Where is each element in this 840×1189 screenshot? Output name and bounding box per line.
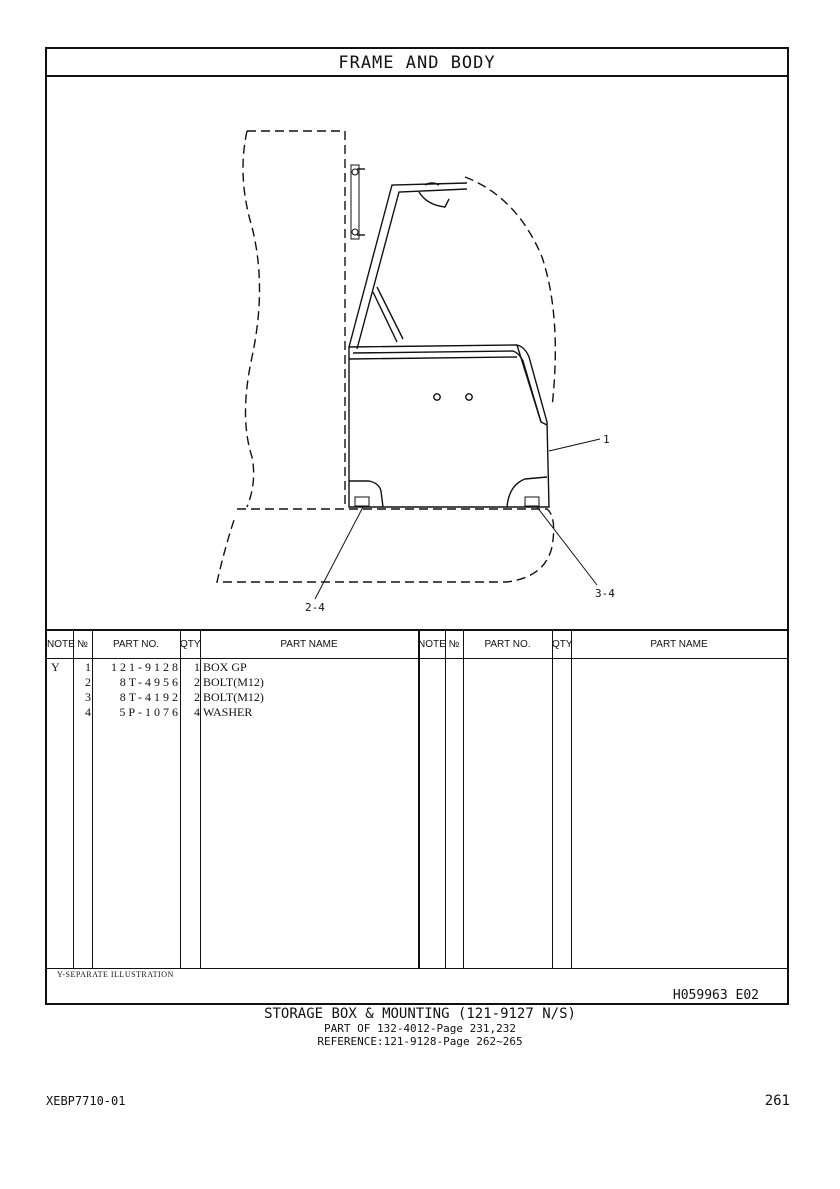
header-no-right: № — [448, 639, 460, 650]
callout-2-4: 2-4 — [305, 601, 325, 614]
page-number: 261 — [764, 1093, 790, 1109]
page-frame — [45, 47, 789, 1005]
row-qty: 1 — [194, 660, 200, 674]
callout-3-4: 3-4 — [595, 587, 615, 600]
footnote: Y-SEPARATE ILLUSTRATION — [57, 970, 174, 979]
header-part-name: PART NAME — [280, 639, 338, 650]
storage-box-illustration — [47, 77, 787, 629]
illustration-code: H059963 E02 — [672, 988, 759, 1003]
row-qty: 4 — [194, 705, 200, 719]
row-no: 2 — [85, 675, 91, 689]
header-note-right: NOTE — [418, 639, 446, 650]
row-part-no: 8T-4192 — [119, 690, 181, 704]
header-part-no: PART NO. — [112, 639, 160, 650]
row-qty: 2 — [194, 690, 200, 704]
header-part-name-right: PART NAME — [650, 639, 708, 650]
row-part-name: BOX GP — [203, 660, 247, 674]
parts-table — [47, 629, 787, 969]
header-qty-right: QTY — [552, 639, 573, 650]
row-note: Y — [51, 660, 60, 674]
row-qty: 2 — [194, 675, 200, 689]
header-qty: QTY — [180, 639, 201, 650]
caption-part-of: PART OF 132-4012-Page 231,232 — [323, 1022, 517, 1035]
header-part-no-right: PART NO. — [484, 639, 531, 650]
row-part-no: 5P-1076 — [119, 705, 181, 719]
row-part-no: 121-9128 — [111, 660, 181, 674]
caption-reference: REFERENCE:121-9128-Page 262~265 — [317, 1035, 523, 1048]
row-part-no: 8T-4956 — [119, 675, 181, 689]
row-no: 4 — [85, 705, 91, 719]
callout-1: 1 — [603, 433, 610, 446]
row-part-name: BOLT(M12) — [203, 675, 264, 689]
header-note: NOTE — [47, 639, 75, 650]
header-no: № — [77, 639, 88, 650]
document-id: XEBP7710-01 — [46, 1094, 126, 1108]
row-part-name: WASHER — [203, 705, 253, 719]
row-part-name: BOLT(M12) — [203, 690, 264, 704]
caption-title: STORAGE BOX & MOUNTING (121-9127 N/S) — [264, 1006, 576, 1022]
row-no: 3 — [85, 690, 91, 704]
row-no: 1 — [85, 660, 91, 674]
section-title: FRAME AND BODY — [47, 49, 787, 77]
